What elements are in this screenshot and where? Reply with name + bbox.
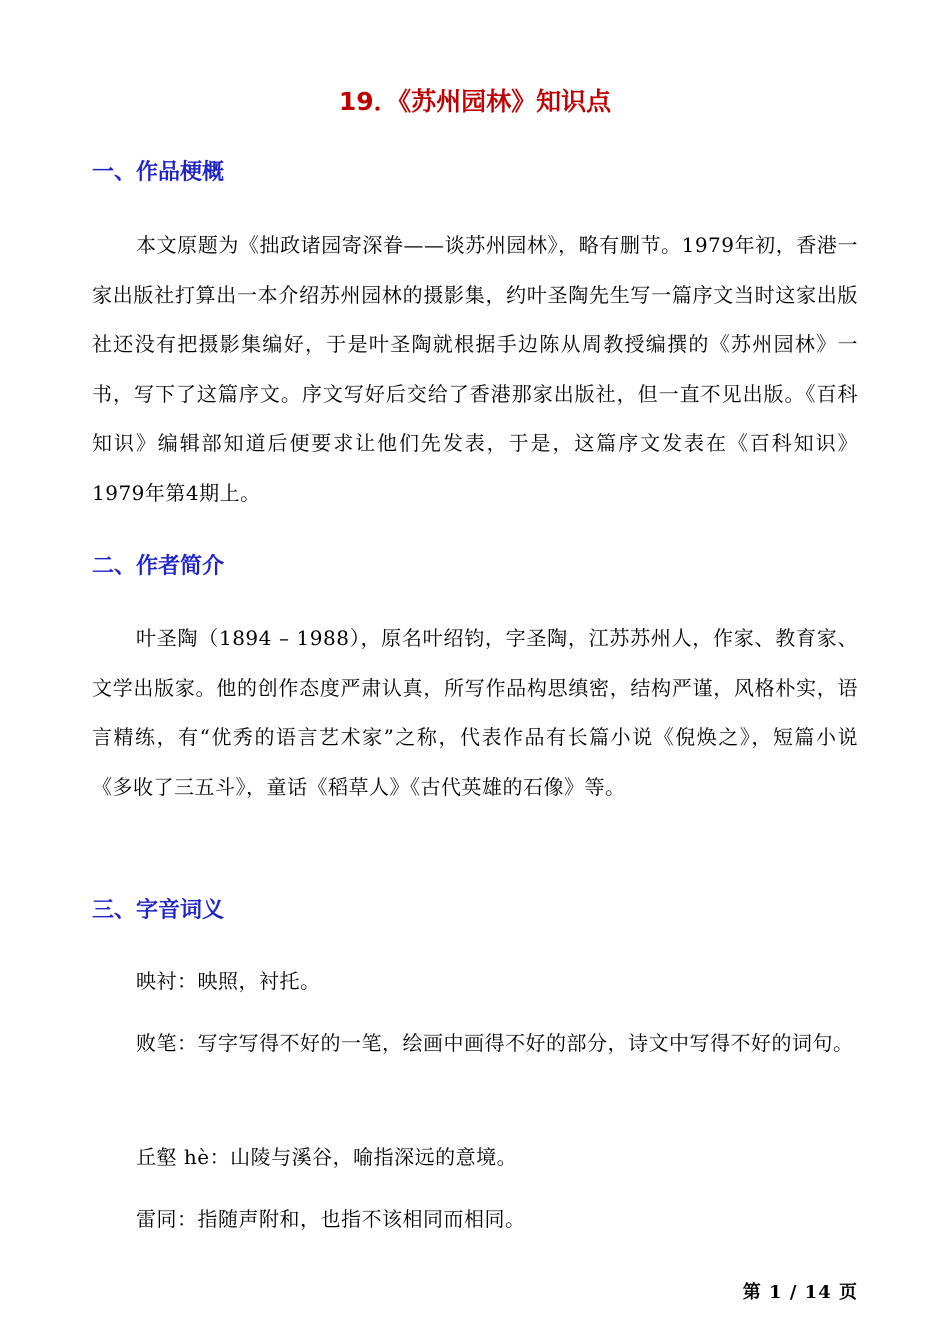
vocab-entry-yingchen: 映衬：映照，衬托。	[136, 969, 321, 993]
vocab-entry-qiuhe: 丘壑 hè：山陵与溪谷，喻指深远的意境。	[136, 1145, 518, 1169]
section-heading-summary: 一、作品梗概	[92, 160, 225, 185]
vocab-entry-baibi: 败笔：写字写得不好的一笔，绘画中画得不好的部分，诗文中写得不好的词句。	[136, 1031, 854, 1055]
paragraph-author: 叶圣陶（1894 – 1988），原名叶绍钧，字圣陶，江苏苏州人，作家、教育家、文学出版家。他的创作态度严肃认真，所写作品构思缜密，结构严谨，风格朴实，语言精练，有“优秀的语言艺术家”之称，代表作品有长篇小说《倪焕之》，短篇小说《多收了三五斗》，童话《稻草人》《古代英雄的石像》等。	[92, 626, 858, 799]
page-title: 19．《苏州园林》知识点	[338, 87, 612, 116]
section-heading-vocabulary: 三、字音词义	[92, 898, 225, 923]
vocab-entry-leitong: 雷同：指随声附和，也指不该相同而相同。	[136, 1207, 526, 1231]
section-heading-author: 二、作者简介	[92, 554, 225, 579]
page-number: 第 1 / 14 页	[742, 1282, 858, 1303]
paragraph-summary: 本文原题为《拙政诸园寄深眷——谈苏州园林》，略有删节。1979年初，香港一家出版社打算出一本介绍苏州园林的摄影集，约叶圣陶先生写一篇序文当时这家出版社还没有把摄影集编好，于是叶圣陶就根据手边陈从周教授编撰的《苏州园林》一书，写下了这篇序文。序文写好后交给了香港那家出版社，但一直不见出版。《百科知识》编辑部知道后便要求让他们先发表，于是，这篇序文发表在《百科知识》1979年第4期上。	[92, 233, 858, 505]
